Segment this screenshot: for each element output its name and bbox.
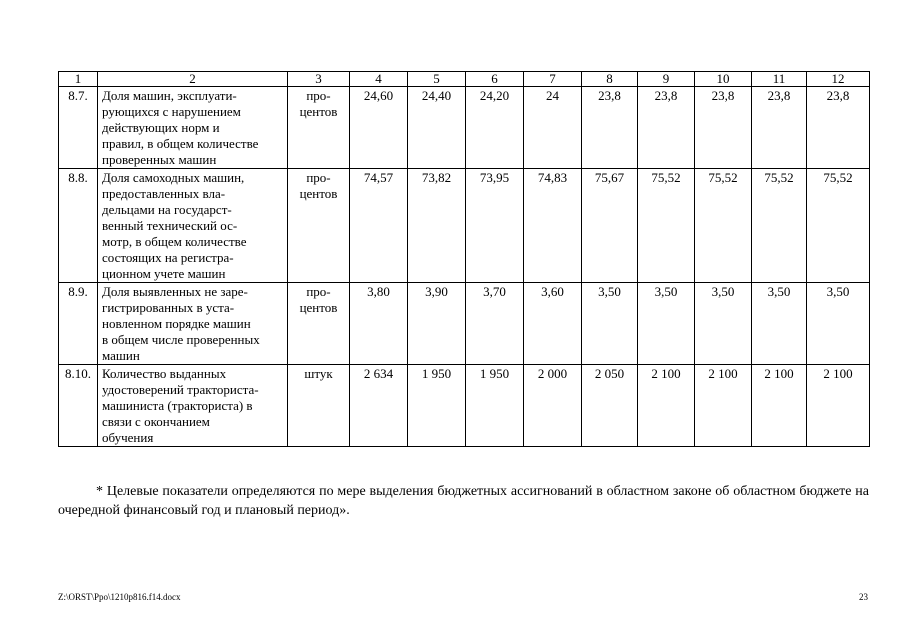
unit-line: про-	[306, 170, 331, 185]
description-line: ционном учете машин	[102, 266, 226, 281]
unit-cell	[288, 365, 350, 447]
row-number-cell: 8.9.	[59, 283, 98, 365]
unit-line: центов	[299, 104, 338, 119]
value-cell: 2 050	[582, 365, 638, 447]
column-header: 8	[582, 72, 638, 87]
description-line: проверенных машин	[102, 152, 217, 167]
value-cell: 3,50	[695, 283, 752, 365]
table-body	[59, 72, 870, 447]
description-line: рующихся с нарушением	[102, 104, 241, 119]
column-header: 3	[288, 72, 350, 87]
value-cell: 74,57	[350, 169, 408, 283]
column-header: 11	[752, 72, 807, 87]
column-header: 12	[807, 72, 870, 87]
value-cell: 75,67	[582, 169, 638, 283]
description-line: Доля машин, эксплуати-	[102, 88, 237, 103]
unit-line: штук	[304, 366, 333, 381]
description-line: обучения	[102, 430, 154, 445]
value-cell: 23,8	[695, 87, 752, 169]
description-line: состоящих на регистра-	[102, 250, 234, 265]
unit-line: центов	[299, 300, 338, 315]
column-header: 5	[408, 72, 466, 87]
description-line: Количество выданных	[102, 366, 227, 381]
description-line: венный технический ос-	[102, 218, 238, 233]
value-cell: 75,52	[752, 169, 807, 283]
description-cell	[98, 365, 288, 447]
row-number-cell: 8.10.	[59, 365, 98, 447]
value-cell: 3,60	[524, 283, 582, 365]
description-cell	[98, 87, 288, 169]
value-cell: 24,20	[466, 87, 524, 169]
value-cell: 23,8	[807, 87, 870, 169]
unit-line: центов	[299, 186, 338, 201]
description-line: Доля самоходных машин,	[102, 170, 245, 185]
value-cell: 73,95	[466, 169, 524, 283]
value-cell: 74,83	[524, 169, 582, 283]
table-row	[59, 365, 870, 447]
column-header: 7	[524, 72, 582, 87]
description-line: гистрированных в уста-	[102, 300, 235, 315]
table-header-row	[59, 72, 870, 87]
value-cell: 2 634	[350, 365, 408, 447]
value-cell: 2 100	[695, 365, 752, 447]
value-cell: 73,82	[408, 169, 466, 283]
description-line: предоставленных вла-	[102, 186, 226, 201]
indicators-table	[58, 71, 870, 447]
unit-cell	[288, 283, 350, 365]
column-header: 1	[59, 72, 98, 87]
description-line: действующих норм и	[102, 120, 220, 135]
page-number: 23	[859, 592, 868, 602]
description-line: мотр, в общем количестве	[102, 234, 247, 249]
value-cell: 75,52	[807, 169, 870, 283]
value-cell: 1 950	[466, 365, 524, 447]
row-number-cell: 8.7.	[59, 87, 98, 169]
value-cell: 2 000	[524, 365, 582, 447]
description-line: дельцами на государст-	[102, 202, 232, 217]
footer-file-path: Z:\ORST\Ppo\1210p816.f14.docx	[58, 592, 181, 602]
value-cell: 24	[524, 87, 582, 169]
value-cell: 2 100	[638, 365, 695, 447]
column-header: 10	[695, 72, 752, 87]
description-line: новленном порядке машин	[102, 316, 251, 331]
value-cell: 3,80	[350, 283, 408, 365]
value-cell: 2 100	[752, 365, 807, 447]
value-cell: 1 950	[408, 365, 466, 447]
unit-cell	[288, 87, 350, 169]
column-header: 9	[638, 72, 695, 87]
description-line: Доля выявленных не заре-	[102, 284, 248, 299]
unit-cell	[288, 169, 350, 283]
unit-line: про-	[306, 284, 331, 299]
description-cell	[98, 169, 288, 283]
value-cell: 3,50	[582, 283, 638, 365]
value-cell: 3,50	[807, 283, 870, 365]
value-cell: 75,52	[695, 169, 752, 283]
value-cell: 3,90	[408, 283, 466, 365]
value-cell: 2 100	[807, 365, 870, 447]
row-number-cell: 8.8.	[59, 169, 98, 283]
table-row	[59, 87, 870, 169]
value-cell: 23,8	[752, 87, 807, 169]
footnote: * Целевые показатели определяются по мере выделения бюджетных ассигнований в областном законе об областном бюджете на очередной финансовый год и плановый период».	[58, 484, 869, 518]
value-cell: 23,8	[638, 87, 695, 169]
value-cell: 3,70	[466, 283, 524, 365]
value-cell: 24,60	[350, 87, 408, 169]
description-line: машин	[102, 348, 140, 363]
description-line: машиниста (тракториста) в	[102, 398, 253, 413]
description-cell	[98, 283, 288, 365]
description-line: в общем числе проверенных	[102, 332, 260, 347]
table-row	[59, 283, 870, 365]
description-line: правил, в общем количестве	[102, 136, 259, 151]
value-cell: 24,40	[408, 87, 466, 169]
value-cell: 3,50	[752, 283, 807, 365]
column-header: 2	[98, 72, 288, 87]
table-row	[59, 169, 870, 283]
description-line: удостоверений тракториста-	[102, 382, 259, 397]
description-line: связи с окончанием	[102, 414, 210, 429]
column-header: 4	[350, 72, 408, 87]
value-cell: 23,8	[582, 87, 638, 169]
value-cell: 3,50	[638, 283, 695, 365]
value-cell: 75,52	[638, 169, 695, 283]
column-header: 6	[466, 72, 524, 87]
unit-line: про-	[306, 88, 331, 103]
